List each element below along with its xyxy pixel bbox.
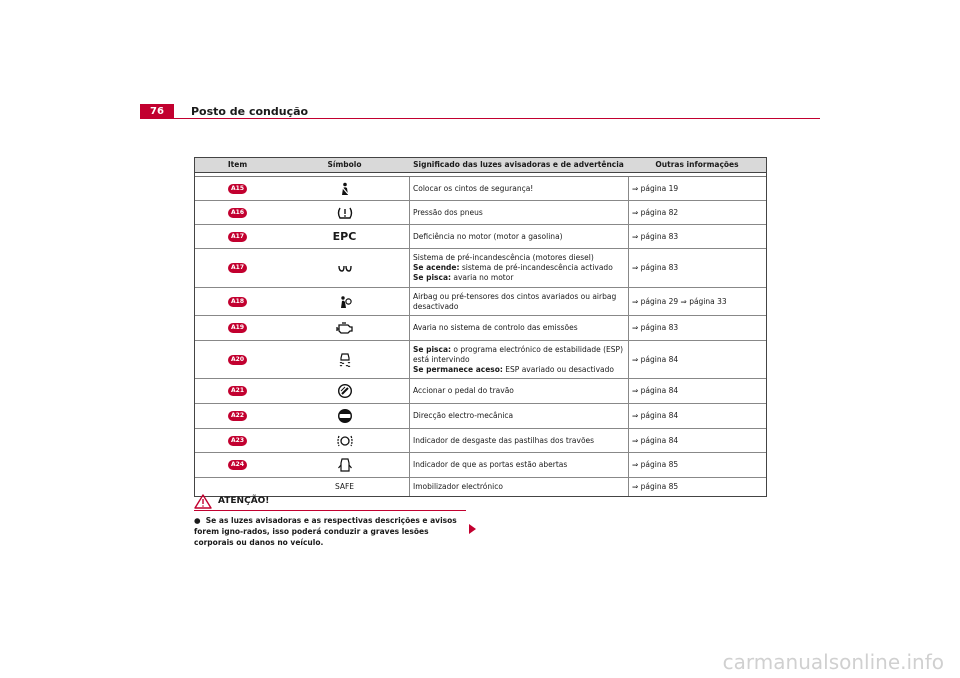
page-reference: ⇒ página 84 xyxy=(632,411,679,420)
symbol-cell xyxy=(280,201,409,224)
header-rule xyxy=(174,118,820,119)
meaning-label: Se acende: xyxy=(413,263,460,272)
more-info-cell xyxy=(628,453,766,477)
item-badge: A21 xyxy=(228,386,247,396)
item-cell xyxy=(195,429,280,452)
item-cell xyxy=(195,177,280,200)
meaning-cell xyxy=(409,429,628,452)
page-number: 76 xyxy=(140,104,174,119)
warning-lights-table xyxy=(194,157,767,497)
page-reference: ⇒ página 85 xyxy=(632,482,679,491)
table-row xyxy=(195,201,766,225)
item-badge: A22 xyxy=(228,411,247,421)
more-info-cell xyxy=(628,404,766,428)
warning-text-content: Se as luzes avisadoras e as respectivas descrições e avisos forem igno-rados, isso poderá conduzir a graves lesões corporais ou danos no veículo. xyxy=(194,516,457,547)
meaning-text: Sistema de pré-incandescência (motores diesel) xyxy=(413,253,594,262)
item-cell xyxy=(195,453,280,477)
tyre-pressure-icon xyxy=(336,206,354,220)
warning-triangle-icon xyxy=(194,494,212,509)
meaning-text: Pressão dos pneus xyxy=(413,207,483,217)
brake-pedal-icon xyxy=(337,383,353,399)
more-info-cell xyxy=(628,288,766,315)
warning-header xyxy=(194,492,466,511)
page-reference: ⇒ página 82 xyxy=(632,207,679,217)
meaning-text: Airbag ou pré-tensores dos cintos avariados ou airbag desactivado xyxy=(413,291,617,311)
meaning-cell xyxy=(409,341,628,378)
more-info-cell xyxy=(628,225,766,248)
meaning-text: Imobilizador electrónico xyxy=(413,482,503,491)
more-info-cell xyxy=(628,379,766,403)
meaning-text: Deficiência no motor (motor a gasolina) xyxy=(413,231,563,241)
item-cell xyxy=(195,316,280,340)
col-item: Item xyxy=(227,160,248,169)
item-cell xyxy=(195,379,280,403)
page-reference: ⇒ página 19 xyxy=(632,183,679,193)
item-badge: A17 xyxy=(228,263,247,273)
page-reference: ⇒ página 83 xyxy=(632,323,679,332)
item-badge: A15 xyxy=(228,184,247,194)
watermark: carmanualsonline.info xyxy=(722,650,944,674)
meaning-line xyxy=(413,263,613,273)
page-reference: ⇒ página 83 xyxy=(632,263,679,272)
meaning-cell xyxy=(409,249,628,287)
meaning-text: Direcção electro-mecânica xyxy=(413,411,514,420)
symbol-cell xyxy=(280,225,409,248)
symbol-cell xyxy=(280,177,409,200)
bullet-icon: ● xyxy=(194,516,206,525)
more-info-cell xyxy=(628,429,766,452)
meaning-detail: avaria no motor xyxy=(451,273,514,282)
meaning-text: Indicador de que as portas estão abertas xyxy=(413,460,568,469)
symbol-cell xyxy=(280,288,409,315)
warning-text xyxy=(194,511,466,548)
door-open-icon xyxy=(338,457,352,473)
table-row xyxy=(195,225,766,249)
item-cell xyxy=(195,288,280,315)
page-reference: ⇒ página 83 xyxy=(632,231,679,241)
meaning-detail: ESP avariado ou desactivado xyxy=(502,364,614,374)
item-cell xyxy=(195,341,280,378)
item-cell xyxy=(195,201,280,224)
more-info-cell xyxy=(628,316,766,340)
more-info-cell xyxy=(628,201,766,224)
continue-arrow-icon xyxy=(469,524,476,534)
symbol-cell xyxy=(280,316,409,340)
symbol-cell xyxy=(280,379,409,403)
item-cell xyxy=(195,225,280,248)
table-header xyxy=(195,158,766,173)
page-reference: ⇒ página 84 xyxy=(632,435,679,445)
symbol-cell xyxy=(280,249,409,287)
item-badge: A17 xyxy=(228,232,247,242)
airbag-icon xyxy=(338,295,352,309)
page-title: Posto de condução xyxy=(191,105,309,118)
symbol-cell xyxy=(280,429,409,452)
warning-title: ATENÇÃO! xyxy=(218,496,270,506)
table-row xyxy=(195,341,766,379)
table-row xyxy=(195,429,766,453)
table-body xyxy=(195,176,766,496)
meaning-text: Indicador de desgaste das pastilhas dos travões xyxy=(413,435,595,445)
meaning-label: Se pisca: xyxy=(413,273,452,282)
meaning-cell xyxy=(409,379,628,403)
esp-icon xyxy=(337,352,353,368)
table-row xyxy=(195,316,766,341)
seatbelt-icon xyxy=(338,182,352,196)
col-meaning: Significado das luzes avisadoras e de advertência xyxy=(413,160,624,169)
page-reference: ⇒ página 84 xyxy=(632,386,679,395)
meaning-cell xyxy=(409,453,628,477)
symbol-cell xyxy=(280,341,409,378)
item-badge: A24 xyxy=(228,460,247,470)
page-reference: ⇒ página 29 ⇒ página 33 xyxy=(632,296,727,306)
item-badge: A18 xyxy=(228,297,247,307)
more-info-cell xyxy=(628,341,766,378)
table-row xyxy=(195,288,766,316)
item-cell xyxy=(195,249,280,287)
table-row xyxy=(195,379,766,404)
steering-icon xyxy=(337,408,353,424)
more-info-cell xyxy=(628,249,766,287)
page-reference: ⇒ página 85 xyxy=(632,460,679,469)
meaning-cell xyxy=(409,288,628,315)
page-reference: ⇒ página 84 xyxy=(632,354,679,364)
col-more-info: Outras informações xyxy=(655,160,739,169)
item-cell xyxy=(195,404,280,428)
meaning-cell xyxy=(409,316,628,340)
engine-emissions-icon xyxy=(335,322,355,334)
table-row xyxy=(195,249,766,288)
meaning-detail: sistema de pré-incandescência activado xyxy=(459,263,613,272)
meaning-label: Se permanece aceso: xyxy=(413,364,503,374)
col-symbol: Símbolo xyxy=(327,160,362,169)
meaning-label: Se pisca: xyxy=(413,344,452,354)
item-badge: A19 xyxy=(228,323,247,333)
more-info-cell xyxy=(628,478,766,496)
meaning-text: Avaria no sistema de controlo das emissões xyxy=(413,323,578,332)
table-row xyxy=(195,177,766,201)
meaning-cell xyxy=(409,225,628,248)
brake-pad-icon xyxy=(336,434,354,448)
safe-symbol: SAFE xyxy=(334,482,355,491)
meaning-line xyxy=(413,365,628,375)
meaning-line xyxy=(413,345,628,365)
meaning-cell xyxy=(409,404,628,428)
table-row xyxy=(195,453,766,478)
table-row xyxy=(195,404,766,429)
epc-symbol: EPC xyxy=(332,229,357,243)
symbol-cell xyxy=(280,404,409,428)
meaning-text: Colocar os cintos de segurança! xyxy=(413,183,534,193)
symbol-cell xyxy=(280,453,409,477)
meaning-line xyxy=(413,273,613,283)
more-info-cell xyxy=(628,177,766,200)
meaning-cell xyxy=(409,201,628,224)
meaning-detail: o programa electrónico de estabilidade (ESP) está intervindo xyxy=(413,344,624,364)
item-badge: A23 xyxy=(228,436,247,446)
item-badge: A16 xyxy=(228,208,247,218)
item-badge: A20 xyxy=(228,355,247,365)
meaning-cell xyxy=(409,177,628,200)
meaning-text: Accionar o pedal do travão xyxy=(413,386,514,395)
glow-plug-icon xyxy=(337,263,353,273)
warning-box xyxy=(194,492,466,548)
